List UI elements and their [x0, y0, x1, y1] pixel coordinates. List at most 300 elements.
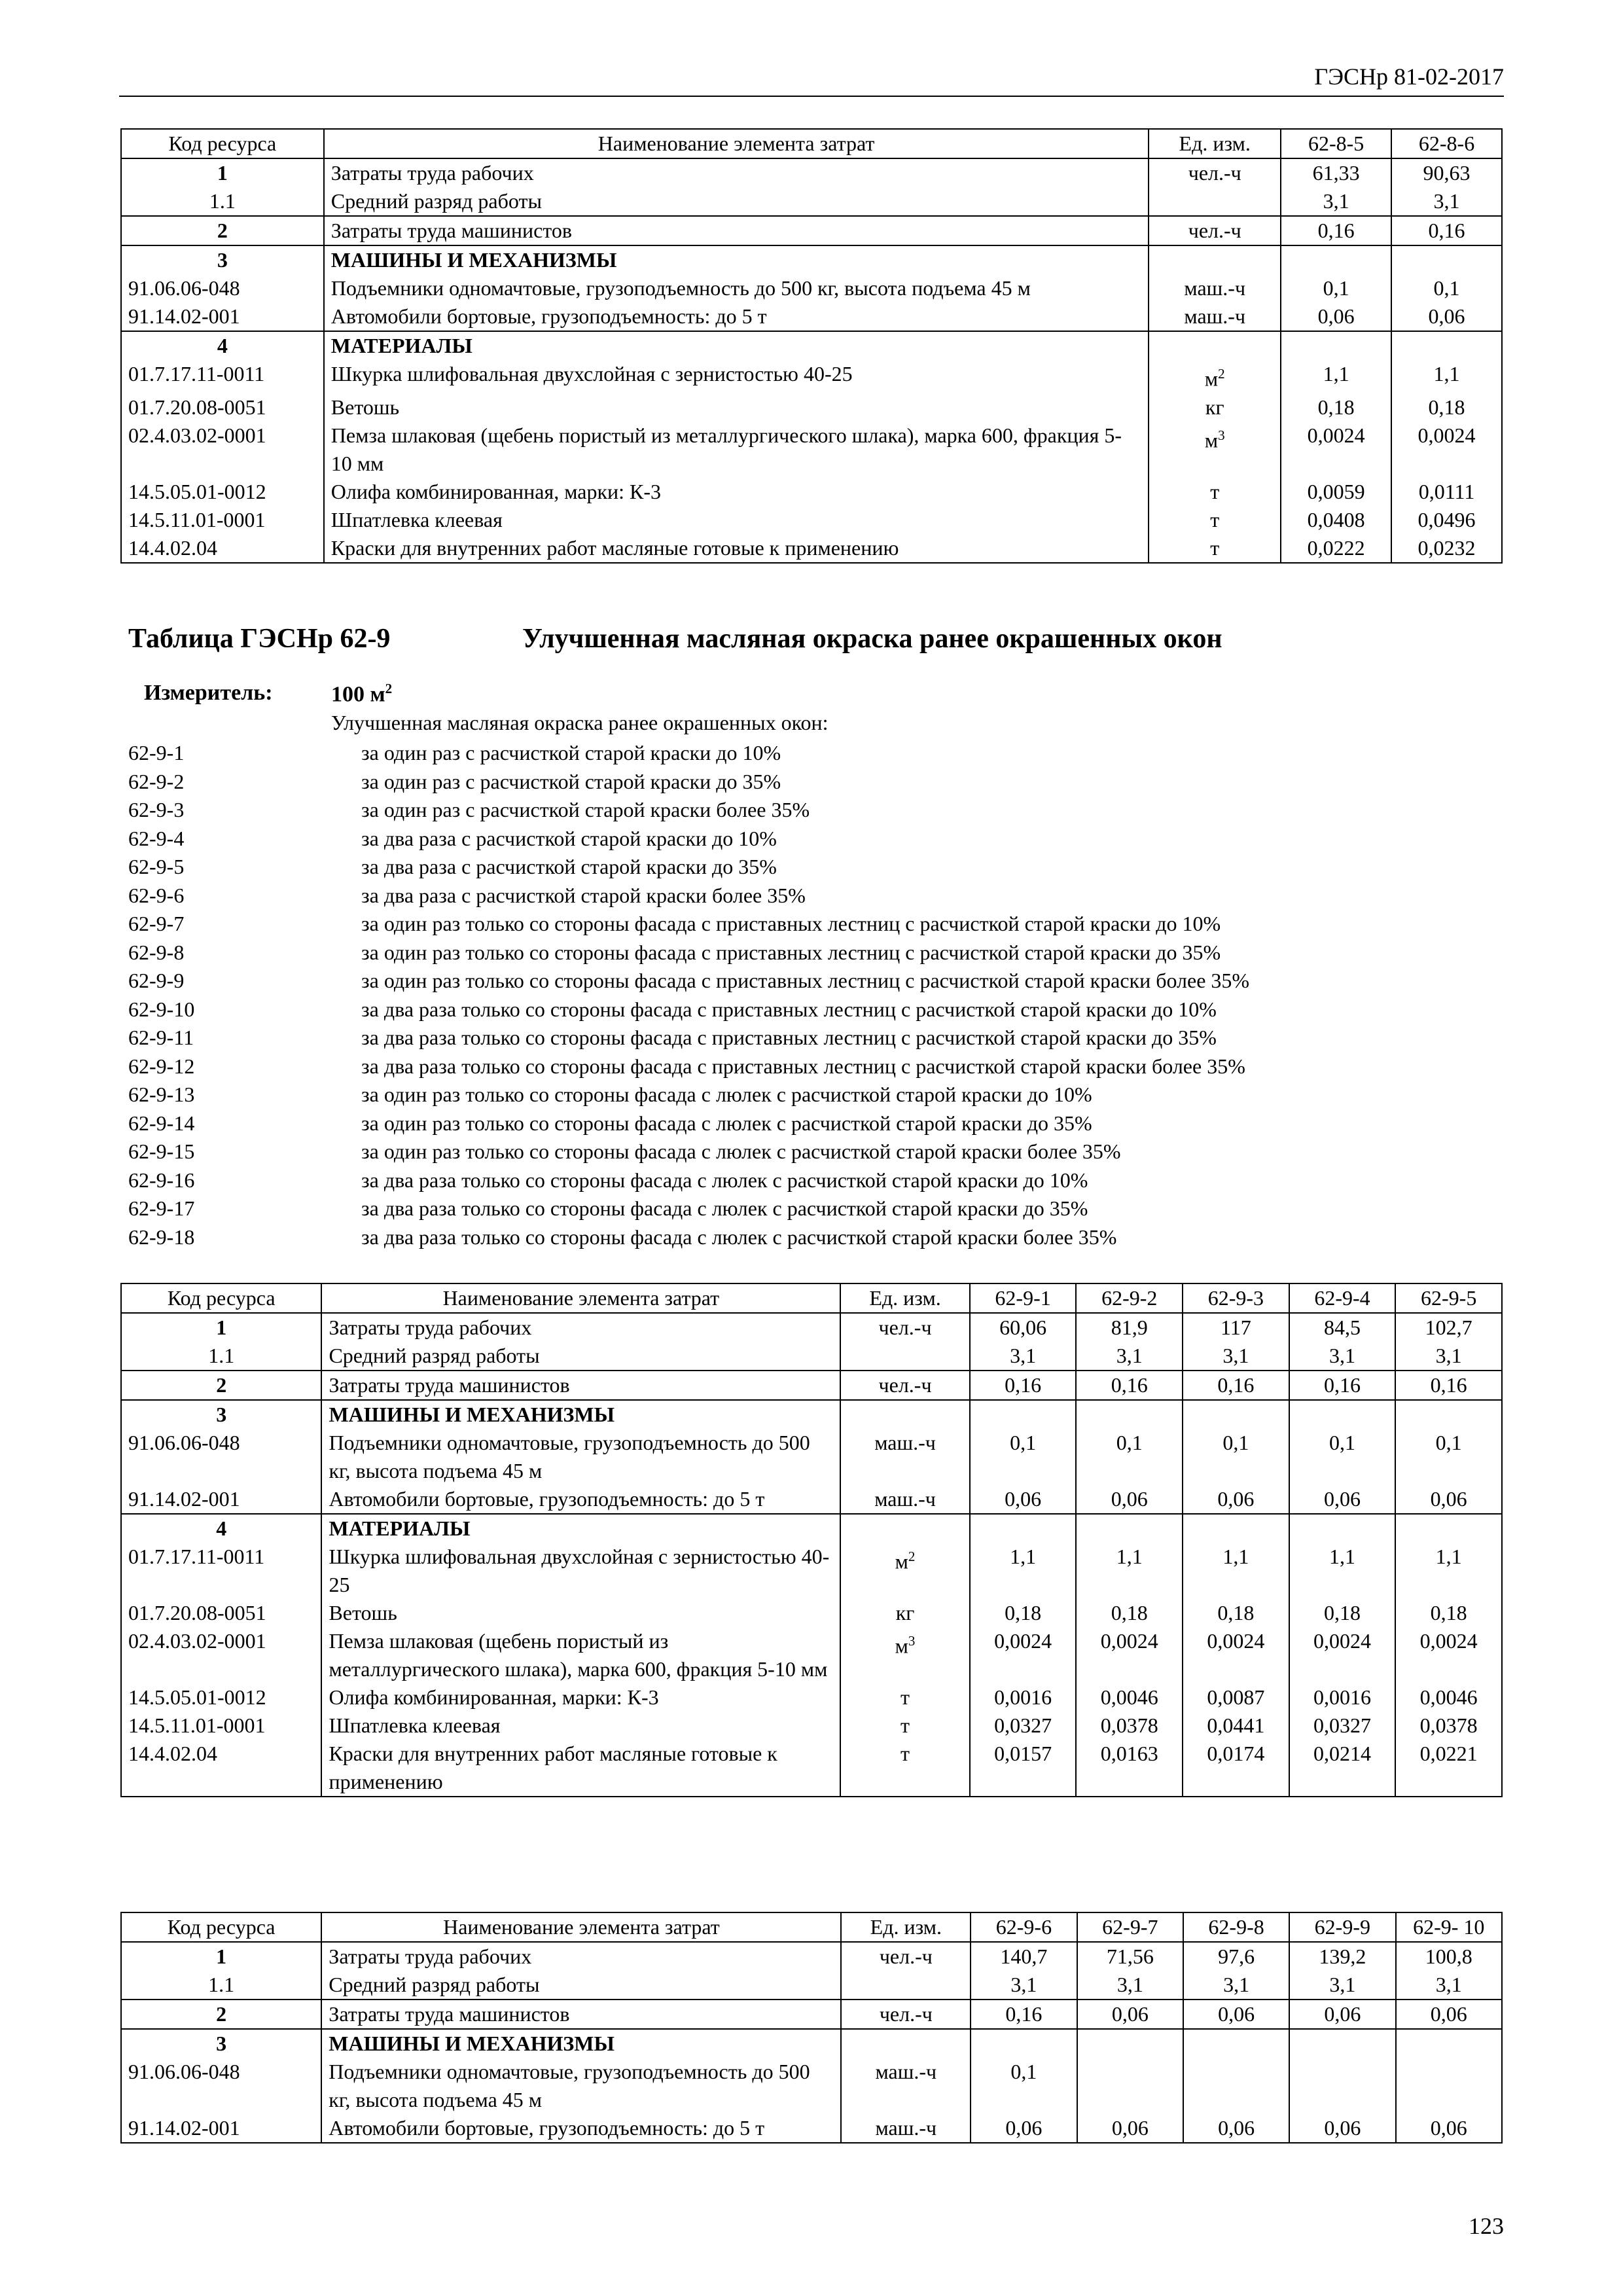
item-text: за один раз только со стороны фасада с приставных лестниц с расчисткой старой краски более 35% [361, 969, 1250, 992]
resource-code: 1.1 [121, 187, 324, 216]
norm-value: 0,0441 [1183, 1712, 1289, 1740]
cost-element-name: Затраты труда рабочих [321, 1942, 841, 1971]
norm-value: 0,16 [1183, 1371, 1289, 1400]
resource-code: 2 [121, 216, 324, 245]
unit [840, 1313, 969, 1342]
table-row [121, 1429, 1502, 1485]
cost-element-name: Средний разряд работы [324, 187, 1149, 216]
unit [840, 1514, 969, 1543]
unit [1149, 216, 1281, 245]
cost-element-name: Олифа комбинированная, марки: К-3 [321, 1683, 840, 1712]
cost-element-name: Пемза шлаковая (щебень пористый из металлургического шлака), марка 600, фракция 5-10 мм [321, 1627, 840, 1683]
table-row [121, 274, 1502, 302]
resource-code: 14.5.11.01-0001 [121, 506, 324, 534]
norm-value: 1,1 [1281, 360, 1391, 393]
unit-text: чел.-ч [878, 1373, 932, 1397]
header-row [121, 129, 1502, 158]
norm-value: 0,0024 [970, 1627, 1077, 1683]
norm-value: 0,0016 [970, 1683, 1077, 1712]
item-text: за один раз только со стороны фасада с люлек с расчисткой старой краски до 10% [361, 1083, 1092, 1106]
norm-value: 0,06 [1183, 1485, 1289, 1514]
table-row [121, 1400, 1502, 1429]
cost-element-name: Ветошь [321, 1599, 840, 1627]
column-header: 62-9-7 [1077, 1912, 1183, 1942]
norm-value: 0,18 [1289, 1599, 1396, 1627]
item-row [128, 853, 1249, 882]
norm-value: 0,0496 [1391, 506, 1502, 534]
norm-value: 0,16 [1395, 1371, 1502, 1400]
meter-value-text: 100 м [331, 682, 385, 707]
resource-code: 91.14.02-001 [121, 302, 324, 331]
column-header: Наименование элемента затрат [321, 1912, 841, 1942]
norm-value: 0,1 [1395, 1429, 1502, 1485]
norm-value [1183, 1514, 1289, 1543]
column-header: Ед. изм. [841, 1912, 971, 1942]
norm-value: 71,56 [1077, 1942, 1183, 1971]
table-row [121, 2000, 1502, 2029]
norm-value: 0,16 [971, 2000, 1077, 2029]
resource-code: 2 [121, 2000, 321, 2029]
table-row [121, 245, 1502, 274]
resource-code: 01.7.17.11-0011 [121, 360, 324, 393]
norm-value [1289, 1400, 1396, 1429]
unit-text: маш.-ч [875, 2060, 937, 2083]
table-row [121, 1627, 1502, 1683]
norm-value: 0,1 [971, 2058, 1077, 2114]
table-row [121, 360, 1502, 393]
cost-element-name: Пемза шлаковая (щебень пористый из металлургического шлака), марка 600, фракция 5-10 мм [324, 422, 1149, 478]
resource-code: 14.5.05.01-0012 [121, 478, 324, 506]
norm-value [1395, 1400, 1502, 1429]
norm-value: 60,06 [970, 1313, 1077, 1342]
norm-value: 0,06 [1391, 302, 1502, 331]
table-row [121, 1371, 1502, 1400]
item-code: 62-9-1 [128, 741, 185, 764]
item-code: 62-9-12 [128, 1054, 195, 1078]
norm-value: 1,1 [1183, 1543, 1289, 1599]
meter-value [331, 681, 392, 707]
table-row [121, 2029, 1502, 2058]
table-row [121, 187, 1502, 216]
resource-code: 01.7.17.11-0011 [121, 1543, 321, 1599]
table-row [121, 302, 1502, 331]
norm-value: 0,0327 [1289, 1712, 1396, 1740]
unit [840, 1429, 969, 1485]
unit-text: м [1204, 367, 1219, 391]
norm-value: 0,18 [1076, 1599, 1183, 1627]
table-row [121, 158, 1502, 187]
unit [840, 1400, 969, 1429]
item-text: за два раза только со стороны фасада с люлек с расчисткой старой краски до 10% [361, 1168, 1088, 1192]
item-code: 62-9-3 [128, 798, 185, 821]
norm-value: 0,18 [1391, 393, 1502, 422]
unit [840, 1627, 969, 1683]
unit [1149, 360, 1281, 393]
unit-text: маш.-ч [874, 1487, 936, 1511]
resource-code: 14.4.02.04 [121, 1740, 321, 1797]
norm-value: 0,0024 [1395, 1627, 1502, 1683]
norm-value: 3,1 [1183, 1342, 1289, 1371]
resource-code: 01.7.20.08-0051 [121, 393, 324, 422]
column-header: 62-9-6 [971, 1912, 1077, 1942]
unit [1149, 245, 1281, 274]
cost-element-name: МАТЕРИАЛЫ [321, 1514, 840, 1543]
item-list [128, 739, 1249, 1251]
norm-value: 0,0214 [1289, 1740, 1396, 1797]
norm-value: 3,1 [1289, 1971, 1395, 2000]
norm-value: 0,0378 [1076, 1712, 1183, 1740]
unit [841, 1942, 971, 1971]
norm-value: 0,0157 [970, 1740, 1077, 1797]
table-row [121, 393, 1502, 422]
item-code: 62-9-18 [128, 1225, 195, 1249]
item-text: за два раза с расчисткой старой краски более 35% [361, 883, 806, 907]
table-title: Таблица ГЭСНр 62-9 [128, 624, 391, 654]
table-row [121, 1514, 1502, 1543]
cost-element-name: Автомобили бортовые, грузоподъемность: до 5 т [324, 302, 1149, 331]
table-row [121, 534, 1502, 563]
table-row [121, 1740, 1502, 1797]
item-code: 62-9-2 [128, 769, 185, 793]
unit-text: чел.-ч [1188, 219, 1241, 242]
norm-value: 0,0024 [1289, 1627, 1396, 1683]
column-header: 62-9-1 [970, 1283, 1077, 1313]
item-code: 62-9-16 [128, 1168, 195, 1192]
norm-value: 0,0087 [1183, 1683, 1289, 1712]
cost-element-name: МАШИНЫ И МЕХАНИЗМЫ [321, 2029, 841, 2058]
resource-code: 4 [121, 1514, 321, 1543]
norm-value: 1,1 [970, 1543, 1077, 1599]
item-row [128, 1166, 1249, 1195]
cost-element-name: Автомобили бортовые, грузоподъемность: до 5 т [321, 2114, 841, 2143]
column-header: 62-9- 10 [1396, 1912, 1502, 1942]
norm-value: 1,1 [1391, 360, 1502, 393]
item-row [128, 1109, 1249, 1138]
table-row [121, 1543, 1502, 1599]
unit [841, 2000, 971, 2029]
unit [1149, 274, 1281, 302]
norm-value: 117 [1183, 1313, 1289, 1342]
table-row [121, 331, 1502, 360]
norm-value: 0,06 [1077, 2000, 1183, 2029]
unit [1149, 393, 1281, 422]
norm-value: 0,0163 [1076, 1740, 1183, 1797]
norm-value: 0,0327 [970, 1712, 1077, 1740]
item-code: 62-9-9 [128, 969, 185, 992]
table-row [121, 478, 1502, 506]
norm-value: 0,0222 [1281, 534, 1391, 563]
norm-value: 3,1 [1076, 1342, 1183, 1371]
column-header: Ед. изм. [840, 1283, 969, 1313]
unit [1149, 422, 1281, 478]
unit-text: т [901, 1713, 910, 1737]
unit-text: кг [1205, 395, 1224, 419]
norm-value: 0,0378 [1395, 1712, 1502, 1740]
resource-code: 1.1 [121, 1342, 321, 1371]
item-code: 62-9-10 [128, 997, 195, 1021]
norm-value: 0,06 [1395, 1485, 1502, 1514]
table-row [121, 1313, 1502, 1342]
norm-value: 0,1 [1076, 1429, 1183, 1485]
unit [1149, 302, 1281, 331]
unit-text: чел.-ч [1188, 161, 1241, 185]
resource-code: 91.06.06-048 [121, 1429, 321, 1485]
item-text: за один раз с расчисткой старой краски более 35% [361, 798, 810, 821]
norm-value [1183, 2029, 1289, 2058]
unit [841, 1971, 971, 2000]
norm-value: 0,06 [1281, 302, 1391, 331]
norm-value: 0,16 [1391, 216, 1502, 245]
column-header: Код ресурса [121, 1912, 321, 1942]
norm-value: 100,8 [1396, 1942, 1502, 1971]
cost-element-name: Шпатлевка клеевая [321, 1712, 840, 1740]
item-row [128, 796, 1249, 825]
norm-value [1183, 2058, 1289, 2114]
norm-value: 0,0024 [1391, 422, 1502, 478]
resource-code: 3 [121, 1400, 321, 1429]
unit-text: т [1210, 479, 1220, 503]
unit [840, 1740, 969, 1797]
cost-element-name: Ветошь [324, 393, 1149, 422]
table-row [121, 2114, 1502, 2143]
norm-value: 0,0111 [1391, 478, 1502, 506]
unit-text: чел.-ч [878, 1316, 932, 1339]
item-row [128, 825, 1249, 853]
meter-label: Измеритель: [144, 681, 273, 705]
norm-value [1183, 1400, 1289, 1429]
norm-value: 84,5 [1289, 1313, 1396, 1342]
item-code: 62-9-15 [128, 1139, 195, 1163]
norm-value: 1,1 [1076, 1543, 1183, 1599]
item-row [128, 1052, 1249, 1081]
item-row [128, 1194, 1249, 1223]
norm-value [1289, 2058, 1395, 2114]
unit [841, 2029, 971, 2058]
resource-code: 4 [121, 331, 324, 360]
norm-value [1396, 2029, 1502, 2058]
meter-value-sup: 2 [385, 681, 393, 696]
column-header: Код ресурса [121, 1283, 321, 1313]
norm-value: 0,18 [970, 1599, 1077, 1627]
norm-value: 61,33 [1281, 158, 1391, 187]
resource-code: 91.06.06-048 [121, 274, 324, 302]
resource-code: 02.4.03.02-0001 [121, 1627, 321, 1683]
resource-code: 3 [121, 245, 324, 274]
table-row [121, 1971, 1502, 2000]
unit-sup: 3 [1218, 427, 1225, 443]
norm-value: 3,1 [971, 1971, 1077, 2000]
item-row [128, 739, 1249, 768]
norm-value: 3,1 [970, 1342, 1077, 1371]
column-header: 62-9-3 [1183, 1283, 1289, 1313]
header-row [121, 1283, 1502, 1313]
norm-value: 0,0408 [1281, 506, 1391, 534]
resource-code: 1.1 [121, 1971, 321, 2000]
resource-code: 1 [121, 158, 324, 187]
item-code: 62-9-8 [128, 940, 185, 964]
item-text: за один раз с расчисткой старой краски до 35% [361, 769, 781, 793]
norm-value [1281, 331, 1391, 360]
cost-element-name: Затраты труда рабочих [324, 158, 1149, 187]
resource-code: 91.06.06-048 [121, 2058, 321, 2114]
unit [840, 1683, 969, 1712]
resource-table-62-8 [120, 128, 1503, 564]
unit [840, 1371, 969, 1400]
column-header: 62-9-5 [1395, 1283, 1502, 1313]
cost-element-name: Подъемники одномачтовые, грузоподъемность до 500 кг, высота подъема 45 м [324, 274, 1149, 302]
resource-code: 91.14.02-001 [121, 1485, 321, 1514]
item-text: за два раза только со стороны фасада с люлек с расчисткой старой краски более 35% [361, 1225, 1117, 1249]
unit [1149, 331, 1281, 360]
cost-element-name: Шпатлевка клеевая [324, 506, 1149, 534]
unit-sup: 3 [908, 1633, 916, 1649]
column-header: 62-9-8 [1183, 1912, 1289, 1942]
table-row [121, 2058, 1502, 2114]
cost-element-name: Шкурка шлифовальная двухслойная с зернистостью 40-25 [324, 360, 1149, 393]
item-row [128, 910, 1249, 939]
norm-value: 0,0059 [1281, 478, 1391, 506]
column-header: 62-9-4 [1289, 1283, 1396, 1313]
items-intro: Улучшенная масляная окраска ранее окрашенных окон: [331, 711, 829, 734]
norm-value: 0,16 [1076, 1371, 1183, 1400]
norm-value: 0,0024 [1076, 1627, 1183, 1683]
norm-value: 0,06 [1289, 2000, 1395, 2029]
table-row [121, 506, 1502, 534]
resource-code: 14.5.11.01-0001 [121, 1712, 321, 1740]
unit-text: т [1210, 507, 1220, 531]
norm-value: 0,16 [1281, 216, 1391, 245]
item-code: 62-9-5 [128, 855, 185, 878]
norm-value: 0,1 [1183, 1429, 1289, 1485]
cost-element-name: Затраты труда машинистов [324, 216, 1149, 245]
norm-value: 3,1 [1289, 1342, 1396, 1371]
unit-text: маш.-ч [1184, 276, 1246, 300]
unit-text: м [895, 1634, 908, 1658]
unit [841, 2058, 971, 2114]
norm-value: 81,9 [1076, 1313, 1183, 1342]
unit [840, 1543, 969, 1599]
unit-text: маш.-ч [874, 1431, 936, 1454]
item-row [128, 1138, 1249, 1166]
norm-value [1076, 1400, 1183, 1429]
unit-text: кг [895, 1601, 915, 1624]
norm-value: 0,06 [1396, 2000, 1502, 2029]
document-code: ГЭСНр 81-02-2017 [1314, 63, 1504, 90]
cost-element-name: Краски для внутренних работ масляные готовые к применению [321, 1740, 840, 1797]
item-code: 62-9-13 [128, 1083, 195, 1106]
table-row [121, 1683, 1502, 1712]
norm-value: 0,0024 [1281, 422, 1391, 478]
unit [841, 2114, 971, 2143]
norm-value: 140,7 [971, 1942, 1077, 1971]
item-text: за один раз с расчисткой старой краски до 10% [361, 741, 781, 764]
resource-code: 2 [121, 1371, 321, 1400]
norm-value: 3,1 [1183, 1971, 1289, 2000]
cost-element-name: Средний разряд работы [321, 1971, 841, 2000]
resource-code: 14.4.02.04 [121, 534, 324, 563]
cost-element-name: Олифа комбинированная, марки: К-3 [324, 478, 1149, 506]
unit-sup: 2 [908, 1549, 916, 1564]
cost-element-name: Средний разряд работы [321, 1342, 840, 1371]
item-row [128, 967, 1249, 996]
resource-code: 14.5.05.01-0012 [121, 1683, 321, 1712]
norm-value: 0,06 [1396, 2114, 1502, 2143]
norm-value: 3,1 [1077, 1971, 1183, 2000]
norm-value [1076, 1514, 1183, 1543]
table-row [121, 1599, 1502, 1627]
item-code: 62-9-7 [128, 912, 185, 935]
page-number: 123 [1469, 2213, 1504, 2239]
resource-code: 3 [121, 2029, 321, 2058]
norm-value: 0,1 [1281, 274, 1391, 302]
norm-value [1077, 2029, 1183, 2058]
norm-value: 0,18 [1183, 1599, 1289, 1627]
norm-value: 0,16 [970, 1371, 1077, 1400]
item-row [128, 882, 1249, 910]
unit [1149, 506, 1281, 534]
norm-value: 3,1 [1396, 1971, 1502, 2000]
unit-text: маш.-ч [875, 2116, 937, 2140]
resource-code: 02.4.03.02-0001 [121, 422, 324, 478]
norm-value: 0,06 [970, 1485, 1077, 1514]
table-row [121, 1485, 1502, 1514]
unit [840, 1342, 969, 1371]
item-text: за один раз только со стороны фасада с люлек с расчисткой старой краски до 35% [361, 1111, 1092, 1135]
norm-value [970, 1514, 1077, 1543]
column-header: 62-9-2 [1076, 1283, 1183, 1313]
item-text: за один раз только со стороны фасада с люлек с расчисткой старой краски более 35% [361, 1139, 1121, 1163]
resource-table-62-9-6-10 [120, 1912, 1503, 2144]
unit-text: т [901, 1742, 910, 1765]
item-code: 62-9-6 [128, 883, 185, 907]
table-row [121, 1342, 1502, 1371]
norm-value [1396, 2058, 1502, 2114]
norm-value [1077, 2058, 1183, 2114]
cost-element-name: Затраты труда машинистов [321, 2000, 841, 2029]
item-row [128, 1081, 1249, 1109]
norm-value: 0,1 [1391, 274, 1502, 302]
unit [840, 1485, 969, 1514]
norm-value [970, 1400, 1077, 1429]
cost-element-name: Автомобили бортовые, грузоподъемность: до 5 т [321, 1485, 840, 1514]
norm-value: 139,2 [1289, 1942, 1395, 1971]
column-header: 62-9-9 [1289, 1912, 1395, 1942]
item-code: 62-9-14 [128, 1111, 195, 1135]
item-text: за два раза с расчисткой старой краски до 10% [361, 826, 777, 850]
unit-text: т [1210, 535, 1220, 560]
cost-element-name: МАШИНЫ И МЕХАНИЗМЫ [324, 245, 1149, 274]
norm-value: 0,1 [1289, 1429, 1396, 1485]
norm-value: 0,16 [1289, 1371, 1396, 1400]
item-row [128, 1223, 1249, 1252]
norm-value: 1,1 [1395, 1543, 1502, 1599]
resource-code: 01.7.20.08-0051 [121, 1599, 321, 1627]
resource-code: 1 [121, 1942, 321, 1971]
header-rule [119, 96, 1504, 97]
item-text: за два раза только со стороны фасада с приставных лестниц с расчисткой старой краски более 35% [361, 1054, 1245, 1078]
unit [840, 1599, 969, 1627]
norm-value [971, 2029, 1077, 2058]
item-text: за один раз только со стороны фасада с приставных лестниц с расчисткой старой краски до 10% [361, 912, 1221, 935]
table-row [121, 1712, 1502, 1740]
cost-element-name: Шкурка шлифовальная двухслойная с зернистостью 40-25 [321, 1543, 840, 1599]
cost-element-name: МАТЕРИАЛЫ [324, 331, 1149, 360]
cost-element-name: Затраты труда машинистов [321, 1371, 840, 1400]
norm-value: 0,0016 [1289, 1683, 1396, 1712]
item-row [128, 996, 1249, 1024]
norm-value: 0,0221 [1395, 1740, 1502, 1797]
item-row [128, 768, 1249, 797]
